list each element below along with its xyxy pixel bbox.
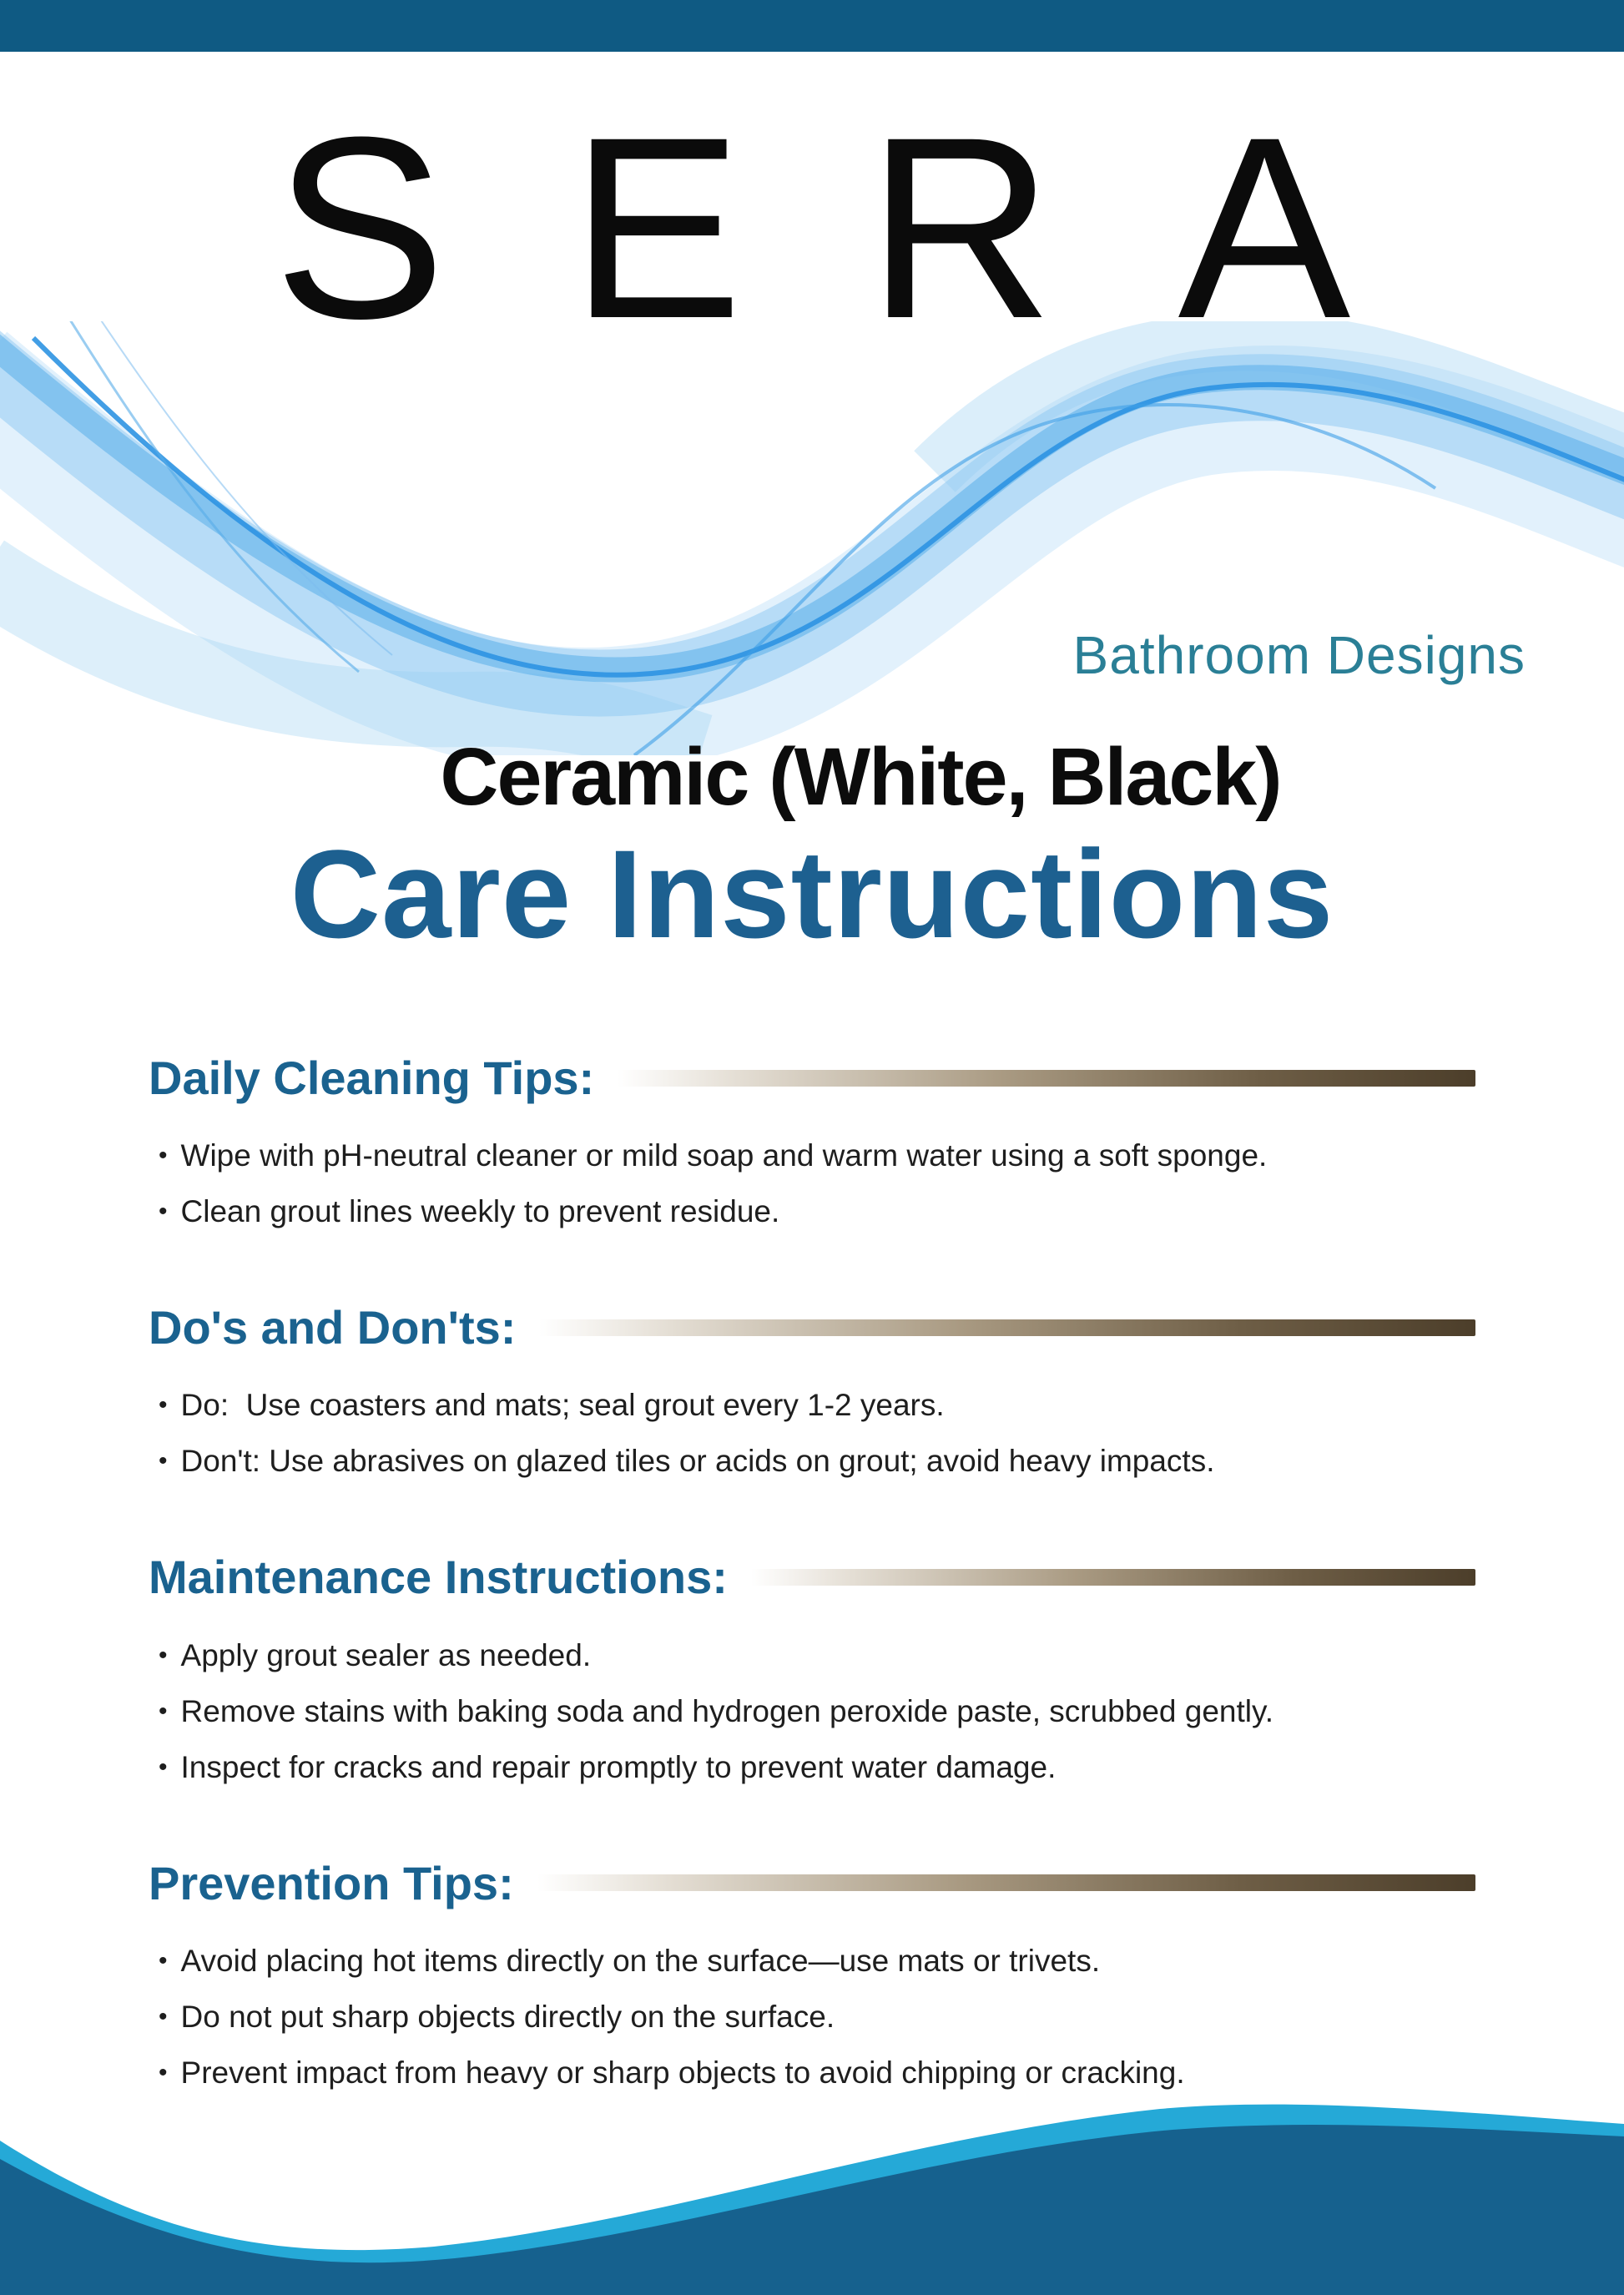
bullet-list <box>149 1380 1475 1486</box>
bullet-list <box>149 1936 1475 2098</box>
bullet-text: Do: Use coasters and mats; seal grout every 1-2 years. <box>180 1388 945 1423</box>
section-rule-divider <box>618 1070 1475 1087</box>
brand-logo: SERA <box>273 83 1475 372</box>
care-sections <box>0 1050 1624 2104</box>
care-section <box>149 1299 1475 1486</box>
bullet-text: Apply grout sealer as needed. <box>180 1637 592 1672</box>
section-heading <box>149 1855 1475 1911</box>
bullet-glyph: • <box>159 1946 168 1975</box>
bullet-glyph: • <box>159 1753 168 1781</box>
section-rule-divider <box>751 1569 1475 1586</box>
care-section <box>149 1855 1475 2098</box>
bullet-glyph: • <box>159 2002 168 2030</box>
bullet-item <box>159 1687 1475 1737</box>
bullet-glyph: • <box>159 1447 168 1475</box>
section-heading <box>149 1299 1475 1355</box>
bullet-item <box>159 1380 1475 1430</box>
bullet-item <box>159 1743 1475 1793</box>
bullet-glyph: • <box>159 1641 168 1669</box>
care-section <box>149 1050 1475 1237</box>
bullet-glyph: • <box>159 1391 168 1420</box>
logo-wave-graphic <box>0 321 1624 755</box>
bullet-text: Inspect for cracks and repair promptly to prevent water damage. <box>180 1749 1057 1784</box>
bullet-list <box>149 1631 1475 1793</box>
bullet-glyph: • <box>159 2058 168 2086</box>
bullet-glyph: • <box>159 1198 168 1226</box>
bullet-item <box>159 2048 1475 2098</box>
section-heading-text: Prevention Tips: <box>149 1856 514 1909</box>
section-rule-divider <box>537 1874 1475 1891</box>
bullet-text: Prevent impact from heavy or sharp objects to avoid chipping or cracking. <box>180 2055 1185 2090</box>
section-heading-text: Do's and Don'ts: <box>149 1301 517 1354</box>
section-heading <box>149 1549 1475 1605</box>
section-rule-divider <box>539 1319 1475 1336</box>
brand-logo-block <box>0 83 1624 372</box>
section-heading-text: Maintenance Instructions: <box>149 1551 728 1604</box>
bullet-list <box>149 1131 1475 1237</box>
bullet-text: Remove stains with baking soda and hydrogen peroxide paste, scrubbed gently. <box>180 1693 1274 1728</box>
section-heading <box>149 1050 1475 1106</box>
bullet-text: Do not put sharp objects directly on the surface. <box>180 1999 835 2034</box>
bullet-glyph: • <box>159 1142 168 1170</box>
bullet-text: Clean grout lines weekly to prevent residue. <box>180 1194 780 1229</box>
bullet-glyph: • <box>159 1697 168 1725</box>
footer-wave-graphic <box>0 2078 1624 2295</box>
bullet-item <box>159 1936 1475 1986</box>
top-border-bar <box>0 0 1624 52</box>
bullet-text: Don't: Use abrasives on glazed tiles or acids on grout; avoid heavy impacts. <box>180 1444 1215 1479</box>
bullet-item <box>159 1436 1475 1486</box>
bullet-item <box>159 1631 1475 1681</box>
product-line-title: Ceramic (White, Black) <box>440 731 1281 822</box>
brand-tagline: Bathroom Designs <box>1072 625 1526 685</box>
bullet-text: Wipe with pH-neutral cleaner or mild soap and warm water using a soft sponge. <box>180 1138 1268 1173</box>
title-block <box>0 731 1624 964</box>
bullet-item <box>159 1187 1475 1237</box>
bullet-item <box>159 1131 1475 1181</box>
care-section <box>149 1549 1475 1792</box>
bullet-item <box>159 1992 1475 2042</box>
bullet-text: Avoid placing hot items directly on the surface—use mats or trivets. <box>180 1943 1101 1978</box>
page-title: Care Instructions <box>290 823 1334 964</box>
section-heading-text: Daily Cleaning Tips: <box>149 1052 595 1104</box>
